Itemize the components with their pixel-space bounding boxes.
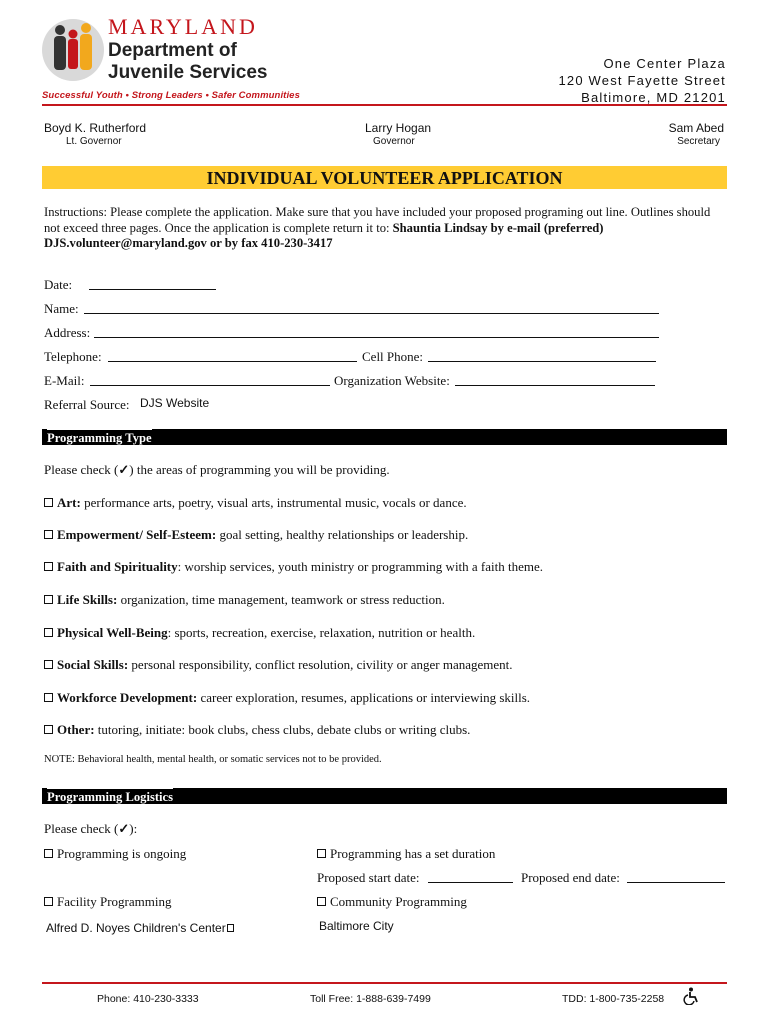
official-name-secretary: Sam Abed xyxy=(668,121,724,135)
programming-note: NOTE: Behavioral health, mental health, or somatic services not to be provided. xyxy=(44,754,382,765)
option-label: Physical Well-Being xyxy=(57,625,168,640)
option-label: Programming is ongoing xyxy=(57,846,187,861)
prompt-text: Please check ( xyxy=(44,821,119,836)
option-label: Life Skills: xyxy=(57,592,118,607)
glyph-box-icon xyxy=(227,924,234,932)
agency-line-1: MARYLAND xyxy=(108,14,258,39)
logistics-prompt xyxy=(44,821,137,837)
checkbox-physical-well-being[interactable] xyxy=(44,628,53,637)
option-desc: goal setting, healthy relationships or leadership. xyxy=(216,527,469,542)
option-label: Faith and Spirituality xyxy=(57,559,178,574)
option-desc: personal responsibility, conflict resolution, civility or anger management. xyxy=(128,657,513,672)
checkmark-icon: ✓ xyxy=(118,462,130,477)
start-date-label: Proposed start date: xyxy=(317,870,420,885)
checkbox-ongoing[interactable] xyxy=(44,849,53,858)
community-value[interactable]: Baltimore City xyxy=(319,919,394,933)
option-label: Art: xyxy=(57,495,81,510)
end-date-label: Proposed end date: xyxy=(521,870,620,885)
option-workforce[interactable] xyxy=(44,690,530,706)
official-title-governor: Governor xyxy=(373,136,415,147)
checkbox-workforce[interactable] xyxy=(44,693,53,702)
official-title-secretary: Secretary xyxy=(677,136,720,147)
name-field[interactable] xyxy=(84,313,659,314)
option-desc: performance arts, poetry, visual arts, instrumental music, vocals or dance. xyxy=(80,495,467,510)
instructions-text: Instructions: Please complete the application. Make sure that you have included your proposed programing out line. Outlines should not exceed three pages. Once the application is complete return it to: xyxy=(44,205,711,235)
cell-phone-field[interactable] xyxy=(428,361,656,362)
prompt-text: ) the areas of programming you will be providing. xyxy=(129,462,390,477)
referral-source-value[interactable]: DJS Website xyxy=(140,396,210,410)
end-date-field[interactable] xyxy=(627,882,725,883)
address-field[interactable] xyxy=(94,337,659,338)
form-title: INDIVIDUAL VOLUNTEER APPLICATION xyxy=(42,166,727,189)
option-desc: career exploration, resumes, applications or interviewing skills. xyxy=(197,690,531,705)
option-label: Other: xyxy=(57,722,95,737)
name-label: Name: xyxy=(44,301,79,316)
option-empowerment[interactable] xyxy=(44,527,468,543)
telephone-label: Telephone: xyxy=(44,349,102,364)
agency-line-3: Juvenile Services xyxy=(108,62,268,83)
instructions-contact: Shauntia Lindsay by e-mail (preferred) DJS.volunteer@maryland.gov or by fax 410-230-3417 xyxy=(44,220,604,250)
option-label: Empowerment/ Self-Esteem: xyxy=(57,527,217,542)
option-label: Social Skills: xyxy=(57,657,129,672)
option-art[interactable] xyxy=(44,495,467,511)
email-field[interactable] xyxy=(90,385,330,386)
option-life-skills[interactable] xyxy=(44,592,445,608)
djs-logo-icon xyxy=(40,14,106,84)
option-community[interactable] xyxy=(317,894,467,910)
address-line-3: Baltimore, MD 21201 xyxy=(581,90,726,105)
facility-value-text: Alfred D. Noyes Children's Center xyxy=(46,921,226,935)
address-label: Address: xyxy=(44,325,91,340)
option-social-skills[interactable] xyxy=(44,657,513,673)
footer-toll-free: Toll Free: 1-888-639-7499 xyxy=(310,993,431,1005)
email-label: E-Mail: xyxy=(44,373,85,388)
option-ongoing[interactable] xyxy=(44,846,186,862)
section-programming-logistics-label: Programming Logistics xyxy=(47,790,174,804)
official-title-lt-governor: Lt. Governor xyxy=(66,136,122,147)
date-label: Date: xyxy=(44,277,73,292)
prompt-text: ): xyxy=(129,821,138,836)
date-field[interactable] xyxy=(89,289,216,290)
facility-value[interactable] xyxy=(46,921,238,935)
section-programming-type xyxy=(42,429,727,445)
checkbox-set-duration[interactable] xyxy=(317,849,326,858)
accessibility-icon xyxy=(683,987,701,1005)
checkbox-facility[interactable] xyxy=(44,897,53,906)
checkbox-life-skills[interactable] xyxy=(44,595,53,604)
checkbox-other[interactable] xyxy=(44,725,53,734)
checkbox-faith[interactable] xyxy=(44,562,53,571)
telephone-field[interactable] xyxy=(108,361,357,362)
option-faith[interactable] xyxy=(44,559,543,575)
referral-source-label: Referral Source: xyxy=(44,397,130,412)
address-line-1: One Center Plaza xyxy=(603,56,726,71)
checkbox-community[interactable] xyxy=(317,897,326,906)
agency-line-2: Department of xyxy=(108,40,237,61)
official-name-lt-governor: Boyd K. Rutherford xyxy=(44,121,147,135)
option-other[interactable] xyxy=(44,722,470,738)
checkbox-empowerment[interactable] xyxy=(44,530,53,539)
instructions xyxy=(44,205,728,252)
checkmark-icon: ✓ xyxy=(118,821,130,836)
cell-phone-label: Cell Phone: xyxy=(362,349,424,364)
official-name-governor: Larry Hogan xyxy=(365,121,432,135)
option-desc: : worship services, youth ministry or programming with a faith theme. xyxy=(177,559,544,574)
section-programming-type-label: Programming Type xyxy=(47,431,152,445)
option-label: Programming has a set duration xyxy=(330,846,496,861)
option-physical-well-being[interactable] xyxy=(44,625,475,641)
option-desc: tutoring, initiate: book clubs, chess clubs, debate clubs or writing clubs. xyxy=(94,722,471,737)
org-website-field[interactable] xyxy=(455,385,655,386)
option-desc: : sports, recreation, exercise, relaxation, nutrition or health. xyxy=(167,625,476,640)
checkbox-social-skills[interactable] xyxy=(44,660,53,669)
footer-divider xyxy=(42,982,727,984)
option-desc: organization, time management, teamwork or stress reduction. xyxy=(117,592,445,607)
option-facility[interactable] xyxy=(44,894,171,910)
footer-tdd: TDD: 1-800-735-2258 xyxy=(562,993,665,1005)
checkbox-art[interactable] xyxy=(44,498,53,507)
option-set-duration[interactable] xyxy=(317,846,495,862)
programming-type-prompt xyxy=(44,462,390,478)
section-programming-logistics xyxy=(42,788,727,804)
org-website-label: Organization Website: xyxy=(334,373,450,388)
option-label: Facility Programming xyxy=(57,894,172,909)
agency-tagline: Successful Youth • Strong Leaders • Safer Communities xyxy=(42,90,300,101)
start-date-field[interactable] xyxy=(428,882,513,883)
footer-phone: Phone: 410-230-3333 xyxy=(97,993,199,1005)
option-label: Workforce Development: xyxy=(57,690,198,705)
prompt-text: Please check ( xyxy=(44,462,119,477)
address-line-2: 120 West Fayette Street xyxy=(558,73,726,88)
option-label: Community Programming xyxy=(330,894,467,909)
